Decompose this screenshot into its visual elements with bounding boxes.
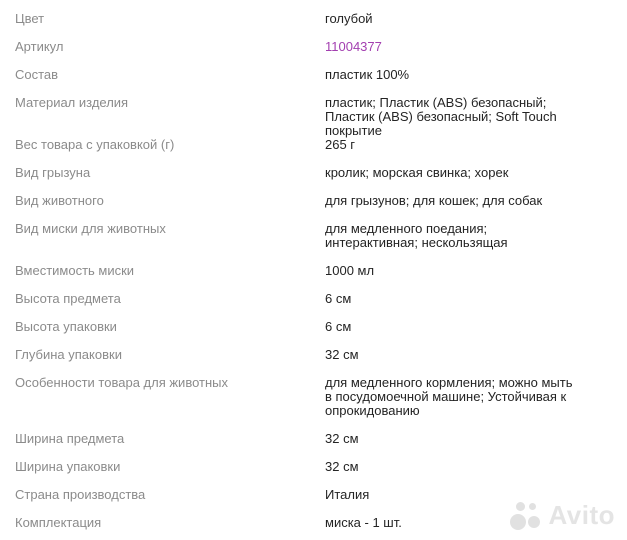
spec-label: Вместимость миски bbox=[15, 263, 135, 278]
spec-row-rodent-type bbox=[0, 166, 580, 180]
spec-value: голубой bbox=[325, 11, 373, 26]
spec-row-bowl-type bbox=[0, 222, 580, 250]
spec-value: пластик; Пластик (ABS) безопасный; Пластик (ABS) безопасный; Soft Touch покрытие bbox=[325, 95, 557, 138]
spec-label: Страна производства bbox=[15, 487, 146, 502]
spec-row-features bbox=[0, 376, 580, 418]
avito-wordmark: Avito bbox=[548, 499, 615, 530]
spec-value: миска - 1 шт. bbox=[325, 515, 402, 530]
spec-row-material bbox=[0, 96, 580, 138]
spec-value: пластик 100% bbox=[325, 67, 410, 82]
spec-row-capacity bbox=[0, 264, 580, 278]
spec-value: 32 см bbox=[325, 459, 359, 474]
spec-label: Артикул bbox=[15, 39, 64, 54]
spec-label: Ширина упаковки bbox=[15, 459, 121, 474]
spec-label: Вид животного bbox=[15, 193, 104, 208]
spec-row-article bbox=[0, 40, 580, 54]
spec-value: 32 см bbox=[325, 347, 359, 362]
spec-label: Особенности товара для животных bbox=[15, 375, 228, 390]
spec-row-item-width bbox=[0, 432, 580, 446]
spec-value: 32 см bbox=[325, 431, 359, 446]
spec-row-weight bbox=[0, 138, 580, 152]
spec-value: Италия bbox=[325, 487, 370, 502]
spec-value: кролик; морская свинка; хорек bbox=[325, 165, 509, 180]
spec-row-package-contents bbox=[0, 516, 580, 530]
spec-label: Вид миски для животных bbox=[15, 221, 166, 236]
avito-logo-icon bbox=[508, 498, 542, 532]
spec-label: Вес товара с упаковкой (г) bbox=[15, 137, 175, 152]
spec-value: для медленного поедания; интерактивная; нескользящая bbox=[325, 221, 508, 250]
spec-value: 6 см bbox=[325, 291, 352, 306]
spec-row-package-width bbox=[0, 460, 580, 474]
spec-label: Глубина упаковки bbox=[15, 347, 122, 362]
spec-label: Состав bbox=[15, 67, 59, 82]
spec-value: для медленного кормления; можно мыть в посудомоечной машине; Устойчивая к опрокидованию bbox=[325, 375, 573, 418]
spec-value: 6 см bbox=[325, 319, 352, 334]
spec-row-package-height bbox=[0, 320, 580, 334]
spec-label: Цвет bbox=[15, 11, 45, 26]
avito-watermark bbox=[508, 498, 615, 532]
spec-value: 1000 мл bbox=[325, 263, 375, 278]
spec-label: Ширина предмета bbox=[15, 431, 125, 446]
spec-label: Высота предмета bbox=[15, 291, 121, 306]
spec-label: Комплектация bbox=[15, 515, 102, 530]
spec-label: Высота упаковки bbox=[15, 319, 117, 334]
spec-value: 265 г bbox=[325, 137, 356, 152]
spec-value: для грызунов; для кошек; для собак bbox=[325, 193, 543, 208]
spec-row-composition bbox=[0, 68, 580, 82]
spec-row-country bbox=[0, 488, 580, 502]
spec-row-animal-type bbox=[0, 194, 580, 208]
spec-label: Материал изделия bbox=[15, 95, 129, 110]
spec-row-item-height bbox=[0, 292, 580, 306]
spec-label: Вид грызуна bbox=[15, 165, 91, 180]
article-link[interactable]: 11004377 bbox=[325, 39, 382, 54]
spec-row-color bbox=[0, 12, 580, 26]
spec-row-package-depth bbox=[0, 348, 580, 362]
